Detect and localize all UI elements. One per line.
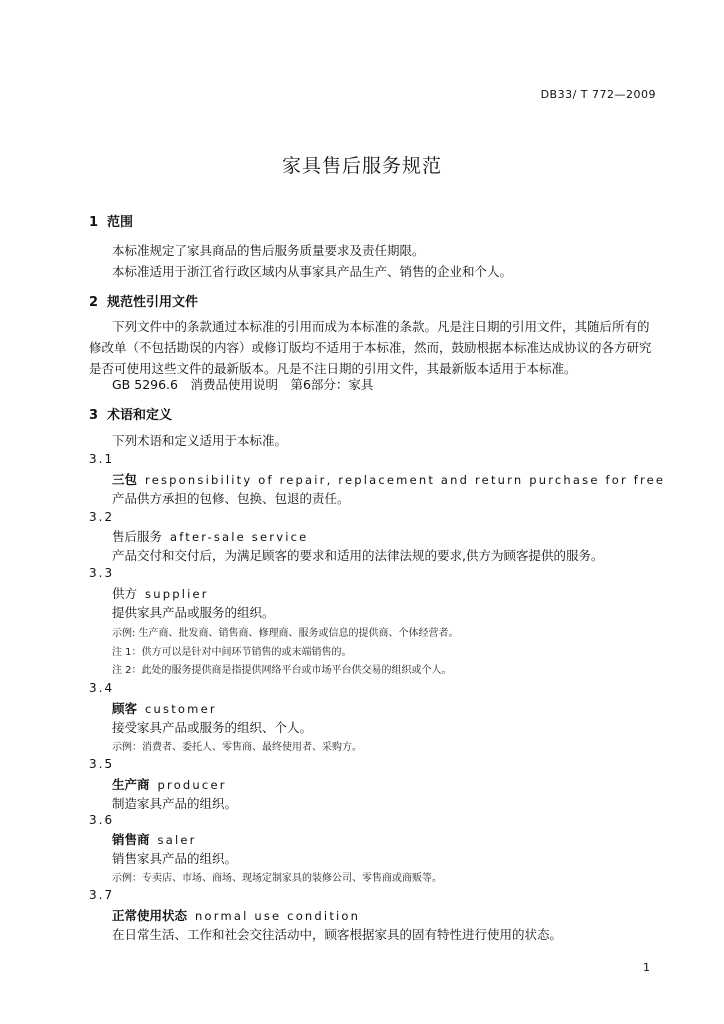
term-en: saler (157, 833, 197, 847)
paragraph: 本标准规定了家具商品的售后服务质量要求及责任期限。 (112, 243, 425, 258)
term-number: 3.4 (89, 681, 115, 695)
section-2-heading (89, 291, 198, 310)
term-heading (112, 699, 217, 717)
section-3-heading (89, 404, 172, 423)
term-zh: 供方 (112, 586, 138, 601)
term-en: supplier (145, 587, 209, 601)
term-zh: 正常使用状态 (112, 908, 188, 923)
term-definition: 销售家具产品的组织。 (112, 851, 238, 866)
term-heading (112, 527, 308, 545)
term-en: after-sale service (170, 530, 309, 544)
term-number: 3.6 (89, 813, 115, 827)
section-title: 范围 (107, 215, 134, 230)
term-note: 示例：专卖店、市场、商场、现场定制家具的装修公司、零售商或商贩等。 (112, 873, 442, 884)
term-en: responsibility of repair, replacement and return purchase for free (145, 473, 666, 487)
section-title: 规范性引用文件 (107, 295, 199, 310)
term-note: 示例: 生产商、批发商、销售商、修理商、服务或信息的提供商、个体经营者。 (112, 628, 459, 639)
reference-item: GB 5296.6 消费品使用说明 第6部分：家具 (112, 377, 374, 392)
section-number: 3 (89, 408, 99, 423)
term-note: 示例：消费者、委托人、零售商、最终使用者、采购方。 (112, 742, 362, 753)
term-heading (112, 775, 227, 793)
term-definition: 制造家具产品的组织。 (112, 796, 238, 811)
term-zh: 顾客 (112, 701, 138, 716)
term-note: 注 1：供方可以是针对中间环节销售的或末端销售的。 (112, 647, 352, 658)
page-number: 1 (643, 961, 650, 974)
term-zh: 销售商 (112, 832, 150, 847)
term-number: 3.7 (89, 888, 115, 902)
paragraph-text: 下列文件中的条款通过本标准的引用而成为本标准的条款。凡是注日期的引用文件，其随后所有的修改单（不包括勘误的内容）或修订版均不适用于本标准，然而，鼓励根据本标准达成协议的各方研究是否可使用这些文件的最新版本。凡是不注日期的引用文件，其最新版本适用于本标准。 (89, 319, 652, 376)
term-number: 3.3 (89, 566, 115, 580)
term-zh: 三包 (112, 472, 138, 487)
section-1-heading (89, 211, 133, 230)
paragraph: 下列术语和定义适用于本标准。 (112, 433, 288, 448)
paragraph (89, 316, 656, 379)
paragraph: 本标准适用于浙江省行政区域内从事家具产品生产、销售的企业和个人。 (112, 264, 513, 279)
document-title: 家具售后服务规范 (281, 155, 442, 177)
section-number: 2 (89, 295, 99, 310)
term-heading (112, 584, 209, 602)
term-definition: 产品供方承担的包修、包换、包退的责任。 (112, 491, 350, 506)
standard-number: DB33/ T 772—2009 (540, 88, 656, 101)
term-note: 注 2：此处的服务提供商是指提供网络平台或市场平台供交易的组织或个人。 (112, 665, 452, 676)
term-heading (112, 470, 665, 488)
term-definition: 接受家具产品或服务的组织、个人。 (112, 720, 313, 735)
term-heading (112, 830, 197, 848)
term-zh: 售后服务 (112, 529, 163, 544)
term-definition: 提供家具产品或服务的组织。 (112, 605, 275, 620)
term-en: customer (145, 702, 217, 716)
term-number: 3.1 (89, 452, 115, 466)
term-heading (112, 906, 360, 924)
term-number: 3.2 (89, 510, 115, 524)
term-number: 3.5 (89, 757, 115, 771)
term-en: producer (157, 778, 227, 792)
term-definition: 产品交付和交付后，为满足顾客的要求和适用的法律法规的要求,供方为顾客提供的服务。 (112, 548, 604, 563)
term-en: normal use condition (195, 909, 361, 923)
term-definition: 在日常生活、工作和社会交往活动中，顾客根据家具的固有特性进行使用的状态。 (112, 927, 563, 942)
section-number: 1 (89, 215, 99, 230)
section-title: 术语和定义 (107, 408, 173, 423)
term-zh: 生产商 (112, 777, 150, 792)
